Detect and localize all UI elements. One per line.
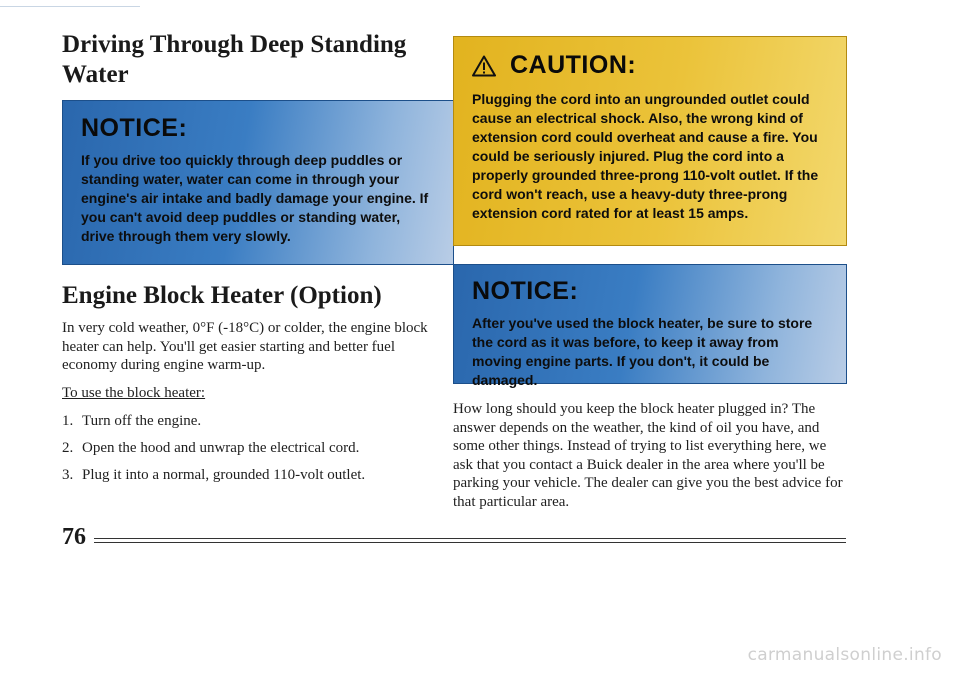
caution-box	[453, 36, 847, 246]
watermark: carmanualsonline.info	[747, 645, 942, 665]
footer-rule	[94, 542, 846, 543]
notice-text: After you've used the block heater, be sure to store the cord as it was before, to keep it away from moving engine parts. If you don't, it could be damaged.	[472, 315, 813, 388]
step-item	[62, 439, 454, 457]
block-heater-duration-text: How long should you keep the block heater plugged in? The answer depends on the weather, the kind of oil you have, and some other things. Instead of trying to list everything here, we ask that you contact a Buick dealer in the area where you'll be parking your vehicle. The dealer can give you the best advice for that particular area.	[453, 401, 843, 510]
block-heater-subhead: To use the block heater:	[62, 384, 206, 401]
section-heading-deep-water: Driving Through Deep Standing Water	[62, 31, 407, 88]
step-text: Plug it into a normal, grounded 110-volt outlet.	[82, 466, 366, 483]
caution-title-row	[472, 51, 830, 80]
caution-text: Plugging the cord into an ungrounded outlet could cause an electrical shock. Also, the wrong kind of extension cord could overheat and cause a fire. You could be seriously injured. Plug the cord into a properly grounded three-prong 110-volt outlet. If the cord won't reach, use a heavy-duty three-prong extension cord rated for at least 15 amps.	[472, 91, 819, 221]
top-rule	[0, 6, 140, 7]
notice-title: NOTICE:	[472, 277, 579, 305]
footer-rule	[94, 538, 846, 539]
step-item	[62, 412, 454, 430]
step-number: 1.	[62, 412, 74, 429]
right-column	[453, 36, 847, 511]
notice-box-deep-water	[62, 100, 454, 265]
step-text: Open the hood and unwrap the electrical cord.	[82, 439, 360, 456]
left-column	[62, 30, 454, 493]
section-heading-block-heater: Engine Block Heater (Option)	[62, 282, 382, 309]
block-heater-intro: In very cold weather, 0°F (-18°C) or colder, the engine block heater can help. You'll get easier starting and better fuel economy during engine warm-up.	[62, 320, 428, 373]
step-number: 3.	[62, 466, 74, 483]
step-item	[62, 466, 454, 484]
block-heater-steps	[62, 412, 454, 484]
notice-box-block-heater	[453, 264, 847, 388]
step-number: 2.	[62, 439, 74, 456]
warning-triangle-icon	[472, 55, 496, 77]
caution-title: CAUTION:	[510, 51, 637, 79]
notice-text: If you drive too quickly through deep puddles or standing water, water can come in through your engine's air intake and badly damage your engine. If you can't avoid deep puddles or standing water, drive through them very slowly.	[81, 152, 429, 244]
notice-title: NOTICE:	[81, 114, 188, 142]
page-number: 76	[62, 524, 86, 550]
step-text: Turn off the engine.	[82, 412, 202, 429]
